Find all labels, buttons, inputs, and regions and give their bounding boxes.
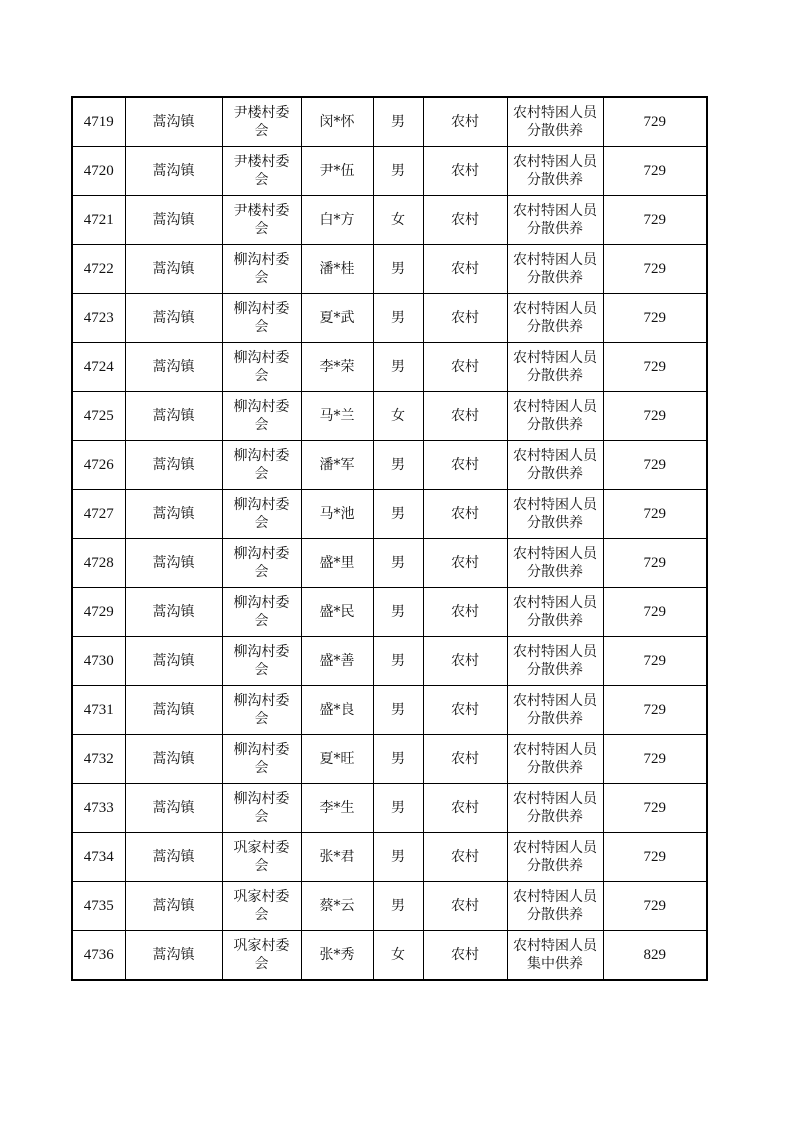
support-type-cell-line: 农村特困人员 [513, 840, 597, 856]
name-cell: 张*君 [301, 833, 373, 882]
town-cell: 蒿沟镇 [125, 441, 222, 490]
village-cell-line: 柳沟村委 [233, 595, 290, 611]
table-row [72, 735, 707, 784]
name-cell: 李*荣 [301, 343, 373, 392]
town-cell: 蒿沟镇 [125, 245, 222, 294]
village-cell-line: 会 [254, 662, 269, 678]
amount-cell: 729 [603, 294, 707, 343]
name-cell: 潘*军 [301, 441, 373, 490]
village-cell [222, 931, 301, 981]
support-type-cell-line: 农村特困人员 [513, 350, 597, 366]
name-cell: 闵*怀 [301, 97, 373, 147]
village-cell-line: 会 [254, 319, 269, 335]
area-cell: 农村 [423, 637, 507, 686]
village-cell [222, 882, 301, 931]
village-cell-line: 柳沟村委 [233, 252, 290, 268]
amount-cell: 729 [603, 784, 707, 833]
table-body [72, 97, 707, 980]
name-cell: 潘*桂 [301, 245, 373, 294]
serial-number-cell: 4722 [72, 245, 125, 294]
town-cell: 蒿沟镇 [125, 539, 222, 588]
area-cell: 农村 [423, 735, 507, 784]
support-type-cell [507, 784, 603, 833]
gender-cell: 男 [373, 539, 423, 588]
village-cell [222, 833, 301, 882]
support-type-cell-line: 农村特困人员 [513, 448, 597, 464]
name-cell: 张*秀 [301, 931, 373, 981]
amount-cell: 729 [603, 343, 707, 392]
area-cell: 农村 [423, 343, 507, 392]
area-cell: 农村 [423, 392, 507, 441]
amount-cell: 729 [603, 882, 707, 931]
village-cell-line: 巩家村委 [233, 889, 290, 905]
support-type-cell-line: 分散供养 [527, 613, 583, 629]
village-cell-line: 巩家村委 [233, 840, 290, 856]
area-cell: 农村 [423, 784, 507, 833]
village-cell-line: 尹楼村委 [233, 154, 290, 170]
table-row [72, 784, 707, 833]
support-type-cell-line: 农村特困人员 [513, 105, 597, 121]
serial-number-cell: 4734 [72, 833, 125, 882]
name-cell: 蔡*云 [301, 882, 373, 931]
table-row [72, 637, 707, 686]
name-cell: 夏*武 [301, 294, 373, 343]
amount-cell: 729 [603, 441, 707, 490]
village-cell [222, 245, 301, 294]
support-type-cell-line: 分散供养 [527, 858, 583, 874]
town-cell: 蒿沟镇 [125, 343, 222, 392]
town-cell: 蒿沟镇 [125, 637, 222, 686]
amount-cell: 729 [603, 686, 707, 735]
village-cell-line: 柳沟村委 [233, 301, 290, 317]
gender-cell: 男 [373, 490, 423, 539]
village-cell-line: 会 [254, 613, 269, 629]
support-type-cell-line: 分散供养 [527, 809, 583, 825]
village-cell [222, 735, 301, 784]
table-row [72, 392, 707, 441]
support-type-cell-line: 分散供养 [527, 760, 583, 776]
support-type-cell-line: 农村特困人员 [513, 644, 597, 660]
serial-number-cell: 4723 [72, 294, 125, 343]
village-cell-line: 柳沟村委 [233, 399, 290, 415]
support-type-cell-line: 农村特困人员 [513, 301, 597, 317]
village-cell-line: 柳沟村委 [233, 791, 290, 807]
table-row [72, 686, 707, 735]
village-cell-line: 会 [254, 711, 269, 727]
village-cell [222, 490, 301, 539]
support-type-cell [507, 245, 603, 294]
village-cell-line: 会 [254, 515, 269, 531]
town-cell: 蒿沟镇 [125, 392, 222, 441]
town-cell: 蒿沟镇 [125, 196, 222, 245]
area-cell: 农村 [423, 294, 507, 343]
support-type-cell [507, 490, 603, 539]
amount-cell: 729 [603, 833, 707, 882]
village-cell-line: 会 [254, 123, 269, 139]
village-cell [222, 97, 301, 147]
area-cell: 农村 [423, 196, 507, 245]
village-cell-line: 柳沟村委 [233, 546, 290, 562]
village-cell [222, 784, 301, 833]
support-type-cell-line: 分散供养 [527, 711, 583, 727]
serial-number-cell: 4727 [72, 490, 125, 539]
support-type-cell [507, 686, 603, 735]
name-cell: 盛*民 [301, 588, 373, 637]
support-type-cell [507, 196, 603, 245]
table-row [72, 539, 707, 588]
table-row [72, 441, 707, 490]
support-type-cell [507, 147, 603, 196]
town-cell: 蒿沟镇 [125, 882, 222, 931]
name-cell: 盛*善 [301, 637, 373, 686]
serial-number-cell: 4726 [72, 441, 125, 490]
support-type-cell [507, 97, 603, 147]
support-type-cell-line: 农村特困人员 [513, 938, 597, 954]
town-cell: 蒿沟镇 [125, 735, 222, 784]
village-cell-line: 柳沟村委 [233, 448, 290, 464]
serial-number-cell: 4733 [72, 784, 125, 833]
serial-number-cell: 4719 [72, 97, 125, 147]
serial-number-cell: 4728 [72, 539, 125, 588]
village-cell-line: 会 [254, 172, 269, 188]
support-type-cell-line: 农村特困人员 [513, 791, 597, 807]
town-cell: 蒿沟镇 [125, 490, 222, 539]
village-cell [222, 294, 301, 343]
village-cell-line: 会 [254, 760, 269, 776]
gender-cell: 男 [373, 245, 423, 294]
area-cell: 农村 [423, 931, 507, 981]
amount-cell: 729 [603, 392, 707, 441]
village-cell-line: 柳沟村委 [233, 350, 290, 366]
table-row [72, 245, 707, 294]
support-type-cell [507, 833, 603, 882]
support-type-cell [507, 735, 603, 784]
serial-number-cell: 4736 [72, 931, 125, 981]
serial-number-cell: 4730 [72, 637, 125, 686]
support-type-cell [507, 441, 603, 490]
village-cell [222, 343, 301, 392]
village-cell-line: 会 [254, 564, 269, 580]
area-cell: 农村 [423, 490, 507, 539]
gender-cell: 男 [373, 294, 423, 343]
support-type-cell-line: 农村特困人员 [513, 595, 597, 611]
area-cell: 农村 [423, 147, 507, 196]
gender-cell: 男 [373, 441, 423, 490]
amount-cell: 729 [603, 97, 707, 147]
table-row [72, 833, 707, 882]
town-cell: 蒿沟镇 [125, 588, 222, 637]
area-cell: 农村 [423, 245, 507, 294]
gender-cell: 男 [373, 784, 423, 833]
support-type-cell-line: 农村特困人员 [513, 399, 597, 415]
area-cell: 农村 [423, 97, 507, 147]
table-row [72, 97, 707, 147]
support-type-cell-line: 农村特困人员 [513, 546, 597, 562]
amount-cell: 729 [603, 245, 707, 294]
table-row [72, 294, 707, 343]
amount-cell: 729 [603, 196, 707, 245]
table-row [72, 882, 707, 931]
support-type-cell [507, 637, 603, 686]
support-type-cell-line: 分散供养 [527, 368, 583, 384]
village-cell-line: 会 [254, 368, 269, 384]
town-cell: 蒿沟镇 [125, 784, 222, 833]
amount-cell: 729 [603, 539, 707, 588]
amount-cell: 729 [603, 637, 707, 686]
name-cell: 白*方 [301, 196, 373, 245]
village-cell-line: 会 [254, 858, 269, 874]
serial-number-cell: 4735 [72, 882, 125, 931]
village-cell-line: 会 [254, 907, 269, 923]
village-cell-line: 柳沟村委 [233, 693, 290, 709]
village-cell [222, 147, 301, 196]
gender-cell: 女 [373, 931, 423, 981]
serial-number-cell: 4729 [72, 588, 125, 637]
town-cell: 蒿沟镇 [125, 97, 222, 147]
village-cell-line: 会 [254, 466, 269, 482]
gender-cell: 女 [373, 196, 423, 245]
gender-cell: 男 [373, 686, 423, 735]
gender-cell: 男 [373, 637, 423, 686]
area-cell: 农村 [423, 539, 507, 588]
support-type-cell-line: 分散供养 [527, 221, 583, 237]
table-row [72, 147, 707, 196]
table-row [72, 588, 707, 637]
town-cell: 蒿沟镇 [125, 931, 222, 981]
support-type-cell-line: 分散供养 [527, 907, 583, 923]
support-type-cell [507, 343, 603, 392]
village-cell [222, 588, 301, 637]
village-cell-line: 柳沟村委 [233, 644, 290, 660]
support-type-cell-line: 分散供养 [527, 270, 583, 286]
village-cell [222, 637, 301, 686]
village-cell-line: 柳沟村委 [233, 497, 290, 513]
village-cell-line: 会 [254, 417, 269, 433]
support-type-cell [507, 539, 603, 588]
support-type-cell-line: 农村特困人员 [513, 252, 597, 268]
gender-cell: 女 [373, 392, 423, 441]
village-cell-line: 尹楼村委 [233, 203, 290, 219]
serial-number-cell: 4720 [72, 147, 125, 196]
village-cell [222, 441, 301, 490]
support-type-cell-line: 分散供养 [527, 123, 583, 139]
village-cell-line: 柳沟村委 [233, 742, 290, 758]
town-cell: 蒿沟镇 [125, 147, 222, 196]
village-cell [222, 392, 301, 441]
support-type-cell-line: 农村特困人员 [513, 889, 597, 905]
gender-cell: 男 [373, 588, 423, 637]
name-cell: 马*兰 [301, 392, 373, 441]
table-row [72, 343, 707, 392]
amount-cell: 729 [603, 147, 707, 196]
area-cell: 农村 [423, 588, 507, 637]
village-cell [222, 196, 301, 245]
serial-number-cell: 4721 [72, 196, 125, 245]
support-type-cell-line: 分散供养 [527, 466, 583, 482]
area-cell: 农村 [423, 686, 507, 735]
village-cell [222, 539, 301, 588]
support-type-cell-line: 分散供养 [527, 564, 583, 580]
gender-cell: 男 [373, 147, 423, 196]
name-cell: 夏*旺 [301, 735, 373, 784]
village-cell-line: 会 [254, 270, 269, 286]
gender-cell: 男 [373, 882, 423, 931]
amount-cell: 729 [603, 490, 707, 539]
area-cell: 农村 [423, 833, 507, 882]
town-cell: 蒿沟镇 [125, 833, 222, 882]
village-cell-line: 会 [254, 956, 269, 972]
area-cell: 农村 [423, 441, 507, 490]
table-row [72, 490, 707, 539]
village-cell-line: 巩家村委 [233, 938, 290, 954]
name-cell: 盛*里 [301, 539, 373, 588]
name-cell: 尹*伍 [301, 147, 373, 196]
gender-cell: 男 [373, 343, 423, 392]
support-type-cell-line: 分散供养 [527, 662, 583, 678]
support-type-cell-line: 分散供养 [527, 515, 583, 531]
support-type-cell-line: 农村特困人员 [513, 693, 597, 709]
name-cell: 李*生 [301, 784, 373, 833]
support-type-cell [507, 588, 603, 637]
village-cell [222, 686, 301, 735]
serial-number-cell: 4732 [72, 735, 125, 784]
gender-cell: 男 [373, 833, 423, 882]
table-row [72, 196, 707, 245]
village-cell-line: 尹楼村委 [233, 105, 290, 121]
gender-cell: 男 [373, 97, 423, 147]
serial-number-cell: 4724 [72, 343, 125, 392]
gender-cell: 男 [373, 735, 423, 784]
village-cell-line: 会 [254, 221, 269, 237]
area-cell: 农村 [423, 882, 507, 931]
support-type-cell [507, 931, 603, 981]
serial-number-cell: 4731 [72, 686, 125, 735]
village-cell-line: 会 [254, 809, 269, 825]
town-cell: 蒿沟镇 [125, 686, 222, 735]
records-table [71, 96, 708, 981]
support-type-cell-line: 农村特困人员 [513, 203, 597, 219]
amount-cell: 829 [603, 931, 707, 981]
amount-cell: 729 [603, 735, 707, 784]
support-type-cell-line: 分散供养 [527, 172, 583, 188]
support-type-cell-line: 农村特困人员 [513, 497, 597, 513]
support-type-cell-line: 集中供养 [527, 956, 583, 972]
table-row [72, 931, 707, 981]
support-type-cell-line: 分散供养 [527, 417, 583, 433]
town-cell: 蒿沟镇 [125, 294, 222, 343]
support-type-cell-line: 农村特困人员 [513, 742, 597, 758]
serial-number-cell: 4725 [72, 392, 125, 441]
support-type-cell [507, 882, 603, 931]
support-type-cell [507, 294, 603, 343]
support-type-cell [507, 392, 603, 441]
support-type-cell-line: 分散供养 [527, 319, 583, 335]
name-cell: 盛*良 [301, 686, 373, 735]
name-cell: 马*池 [301, 490, 373, 539]
support-type-cell-line: 农村特困人员 [513, 154, 597, 170]
amount-cell: 729 [603, 588, 707, 637]
